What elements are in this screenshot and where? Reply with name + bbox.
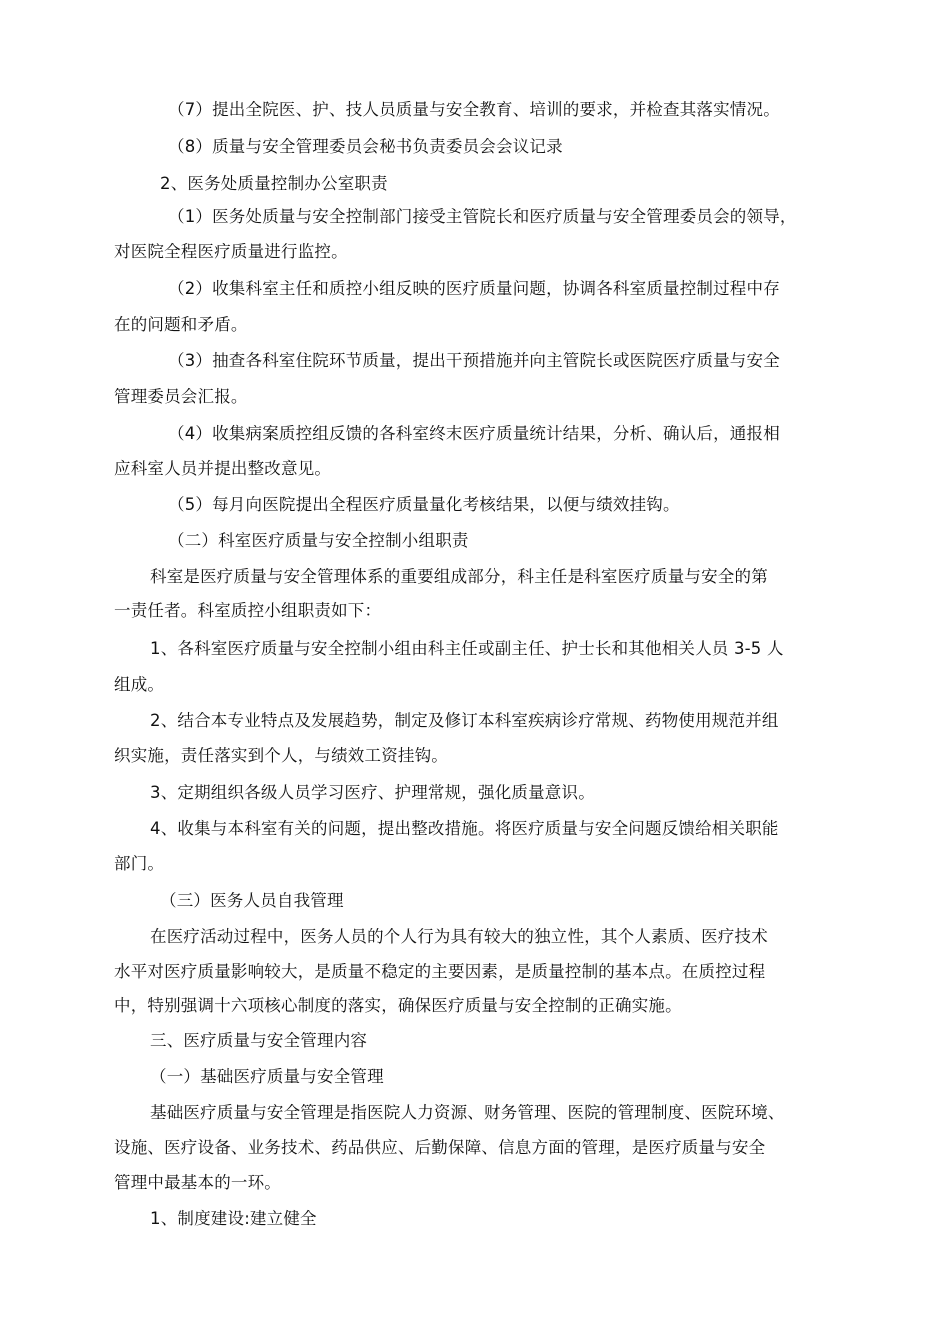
text-line-20: 3、定期组织各级人员学习医疗、护理常规，强化质量意识。 xyxy=(150,783,595,802)
text-line-14: 科室是医疗质量与安全管理体系的重要组成部分，科主任是科室医疗质量与安全的第 xyxy=(150,567,768,586)
text-line-26: 中，特别强调十六项核心制度的落实，确保医疗质量与安全控制的正确实施。 xyxy=(114,996,682,1015)
text-line-13: （二）科室医疗质量与安全控制小组职责 xyxy=(168,531,469,550)
text-line-21: 4、收集与本科室有关的问题，提出整改措施。将医疗质量与安全问题反馈给相关职能 xyxy=(150,819,779,838)
text-line-12: （5）每月向医院提出全程医疗质量量化考核结果，以便与绩效挂钩。 xyxy=(168,495,680,514)
text-line-22: 部门。 xyxy=(114,854,165,873)
text-line-10: （4）收集病案质控组反馈的各科室终末医疗质量统计结果，分析、确认后，通报相 xyxy=(168,424,780,443)
text-line-30: 设施、医疗设备、业务技术、药品供应、后勤保障、信息方面的管理，是医疗质量与安全 xyxy=(114,1138,766,1157)
text-line-1: （7）提出全院医、护、技人员质量与安全教育、培训的要求，并检查其落实情况。 xyxy=(168,100,780,119)
text-line-16: 1、各科室医疗质量与安全控制小组由科主任或副主任、护士长和其他相关人员 3-5 人 xyxy=(150,639,784,658)
text-line-32: 1、制度建设:建立健全 xyxy=(150,1209,317,1228)
text-line-28: （一）基础医疗质量与安全管理 xyxy=(150,1067,384,1086)
text-line-29: 基础医疗质量与安全管理是指医院人力资源、财务管理、医院的管理制度、医院环境、 xyxy=(150,1103,785,1122)
text-line-6: （2）收集科室主任和质控小组反映的医疗质量问题，协调各科室质量控制过程中存 xyxy=(168,279,780,298)
text-line-31: 管理中最基本的一环。 xyxy=(114,1173,281,1192)
text-line-19: 织实施，责任落实到个人，与绩效工资挂钩。 xyxy=(114,746,448,765)
text-line-8: （3）抽查各科室住院环节质量，提出干预措施并向主管院长或医院医疗质量与安全 xyxy=(168,351,780,370)
text-line-2: （8）质量与安全管理委员会秘书负责委员会会议记录 xyxy=(168,137,563,156)
text-line-17: 组成。 xyxy=(114,675,165,694)
text-line-24: 在医疗活动过程中，医务人员的个人行为具有较大的独立性，其个人素质、医疗技术 xyxy=(150,927,768,946)
text-line-3: 2、医务处质量控制办公室职责 xyxy=(160,174,388,193)
text-line-15: 一责任者。科室质控小组职责如下： xyxy=(114,601,382,620)
text-line-27: 三、医疗质量与安全管理内容 xyxy=(150,1031,368,1050)
text-line-7: 在的问题和矛盾。 xyxy=(114,315,248,334)
text-line-4: （1）医务处质量与安全控制部门接受主管院长和医疗质量与安全管理委员会的领导， xyxy=(168,207,797,226)
text-line-9: 管理委员会汇报。 xyxy=(114,387,248,406)
text-line-23: （三）医务人员自我管理 xyxy=(160,891,344,910)
text-line-25: 水平对医疗质量影响较大，是质量不稳定的主要因素，是质量控制的基本点。在质控过程 xyxy=(114,962,766,981)
text-line-11: 应科室人员并提出整改意见。 xyxy=(114,459,332,478)
text-line-18: 2、结合本专业特点及发展趋势，制定及修订本科室疾病诊疗常规、药物使用规范并组 xyxy=(150,711,779,730)
text-line-5: 对医院全程医疗质量进行监控。 xyxy=(114,242,348,261)
